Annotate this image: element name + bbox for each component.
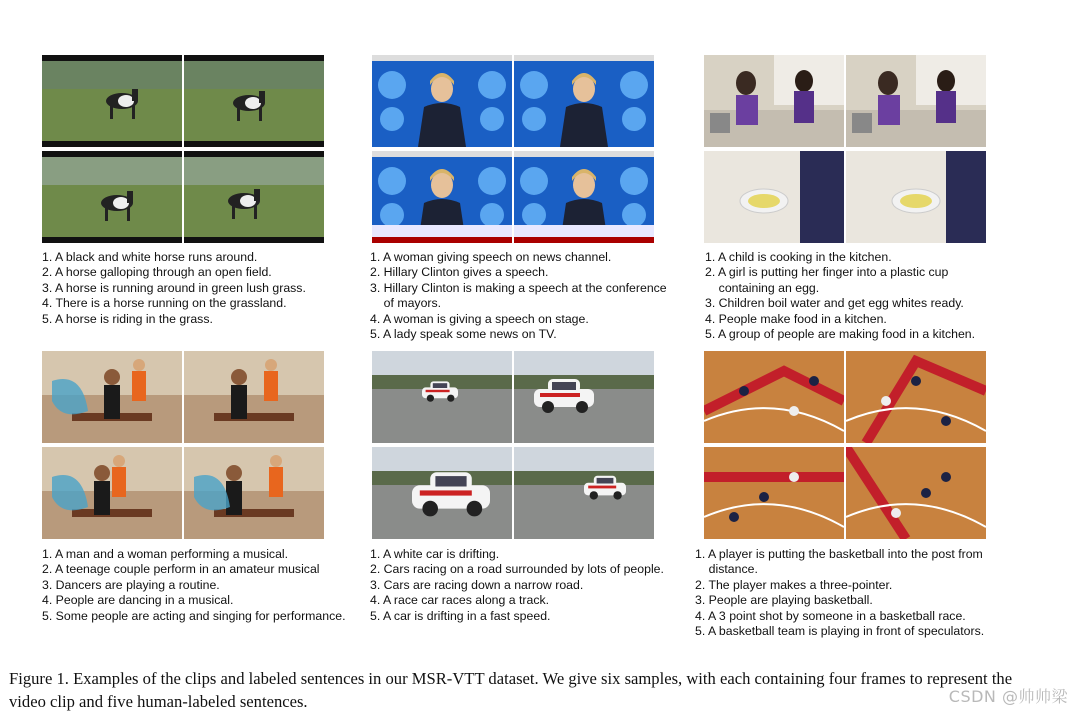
frame-image-car-2 <box>514 351 654 443</box>
sentence-item: 4. There is a horse running on the grassland. <box>42 296 287 311</box>
sentences-horse <box>42 250 306 327</box>
sentence-item: 1. A player is putting the basketball into the post from <box>695 547 983 561</box>
frame-image-musical-3 <box>42 447 182 539</box>
sentence-item: 5. A lady speak some news on TV. <box>370 327 557 342</box>
figure-caption: Figure 1. Examples of the clips and labeled sentences in our MSR-VTT dataset. We give six samples, with each containing four frames to represent the video clip and five human-labeled sentences. <box>9 668 1013 711</box>
frame-image-horse-3 <box>42 151 182 243</box>
frame-image-horse-2 <box>184 55 324 147</box>
sentences-kitchen <box>705 250 975 342</box>
watermark: CSDN @帅帅梁 <box>948 687 1068 706</box>
frames-car <box>372 351 654 539</box>
frame-image-kitchen-3 <box>704 151 844 243</box>
sentence-item: 1. A black and white horse runs around. <box>42 250 258 264</box>
sentence-item: of mayors. <box>370 296 442 311</box>
sentence-item: 3. Hillary Clinton is making a speech at the conference <box>370 280 667 295</box>
sentence-item: 2. The player makes a three-pointer. <box>695 577 893 592</box>
frame-image-horse-1 <box>42 55 182 147</box>
sentence-item: distance. <box>695 562 758 577</box>
frames-musical <box>42 351 324 539</box>
sentence-item: 5. A group of people are making food in a kitchen. <box>705 327 976 342</box>
sentences-musical <box>42 547 346 624</box>
sentence-item: 3. Children boil water and get egg whites ready. <box>705 296 964 311</box>
sentences-speech <box>370 250 667 342</box>
sentences-basketball <box>695 547 984 639</box>
sentence-item: 1. A white car is drifting. <box>370 547 500 561</box>
frame-image-basketball-1 <box>704 351 844 443</box>
frame-image-speech-2 <box>514 55 654 147</box>
frame-image-basketball-3 <box>704 447 844 539</box>
sentence-item: 5. Some people are acting and singing for performance. <box>42 608 346 623</box>
frame-image-musical-2 <box>184 351 324 443</box>
frame-image-basketball-4 <box>846 447 986 539</box>
sentence-item: 4. People are dancing in a musical. <box>42 593 234 608</box>
sentence-item: 4. A woman is giving a speech on stage. <box>370 311 589 326</box>
frame-image-car-3 <box>372 447 512 539</box>
sentence-item: 4. A 3 point shot by someone in a basketball race. <box>695 608 966 623</box>
sentence-item: 1. A man and a woman performing a musical. <box>42 547 289 561</box>
frame-image-speech-1 <box>372 55 512 147</box>
frame-image-speech-4 <box>514 151 654 243</box>
sentence-item: 2. A horse galloping through an open field. <box>42 265 272 280</box>
frames-kitchen <box>704 55 986 243</box>
frame-image-horse-4 <box>184 151 324 243</box>
frames-speech <box>372 55 654 243</box>
frame-image-car-4 <box>514 447 654 539</box>
sentence-item: 4. People make food in a kitchen. <box>705 311 887 326</box>
frame-image-musical-1 <box>42 351 182 443</box>
sentence-item: 3. Dancers are playing a routine. <box>42 577 220 592</box>
sentence-item: containing an egg. <box>705 280 820 295</box>
sentence-item: 5. A basketball team is playing in front of speculators. <box>695 624 985 639</box>
sentence-item: 1. A woman giving speech on news channel. <box>370 250 612 264</box>
sentence-item: 2. A girl is putting her finger into a plastic cup <box>705 265 949 280</box>
sentence-item: 2. A teenage couple perform in an amateur musical <box>42 562 320 577</box>
frame-image-kitchen-4 <box>846 151 986 243</box>
sentence-item: 5. A horse is riding in the grass. <box>42 311 213 326</box>
frame-image-basketball-2 <box>846 351 986 443</box>
frames-horse <box>42 55 324 243</box>
frame-image-speech-3 <box>372 151 512 243</box>
frame-image-kitchen-2 <box>846 55 986 147</box>
sentence-item: 2. Cars racing on a road surrounded by lots of people. <box>370 562 664 577</box>
sentence-item: 3. Cars are racing down a narrow road. <box>370 577 584 592</box>
sentence-item: 3. People are playing basketball. <box>695 593 873 608</box>
sentence-item: 1. A child is cooking in the kitchen. <box>705 250 892 264</box>
frame-image-car-1 <box>372 351 512 443</box>
sentence-item: 2. Hillary Clinton gives a speech. <box>370 265 549 280</box>
frame-image-musical-4 <box>184 447 324 539</box>
sentence-item: 3. A horse is running around in green lush grass. <box>42 280 306 295</box>
frame-image-kitchen-1 <box>704 55 844 147</box>
sentence-item: 4. A race car races along a track. <box>370 593 550 608</box>
frames-basketball <box>704 351 986 539</box>
sentences-car <box>370 547 664 624</box>
sentence-item: 5. A car is drifting in a fast speed. <box>370 608 551 623</box>
